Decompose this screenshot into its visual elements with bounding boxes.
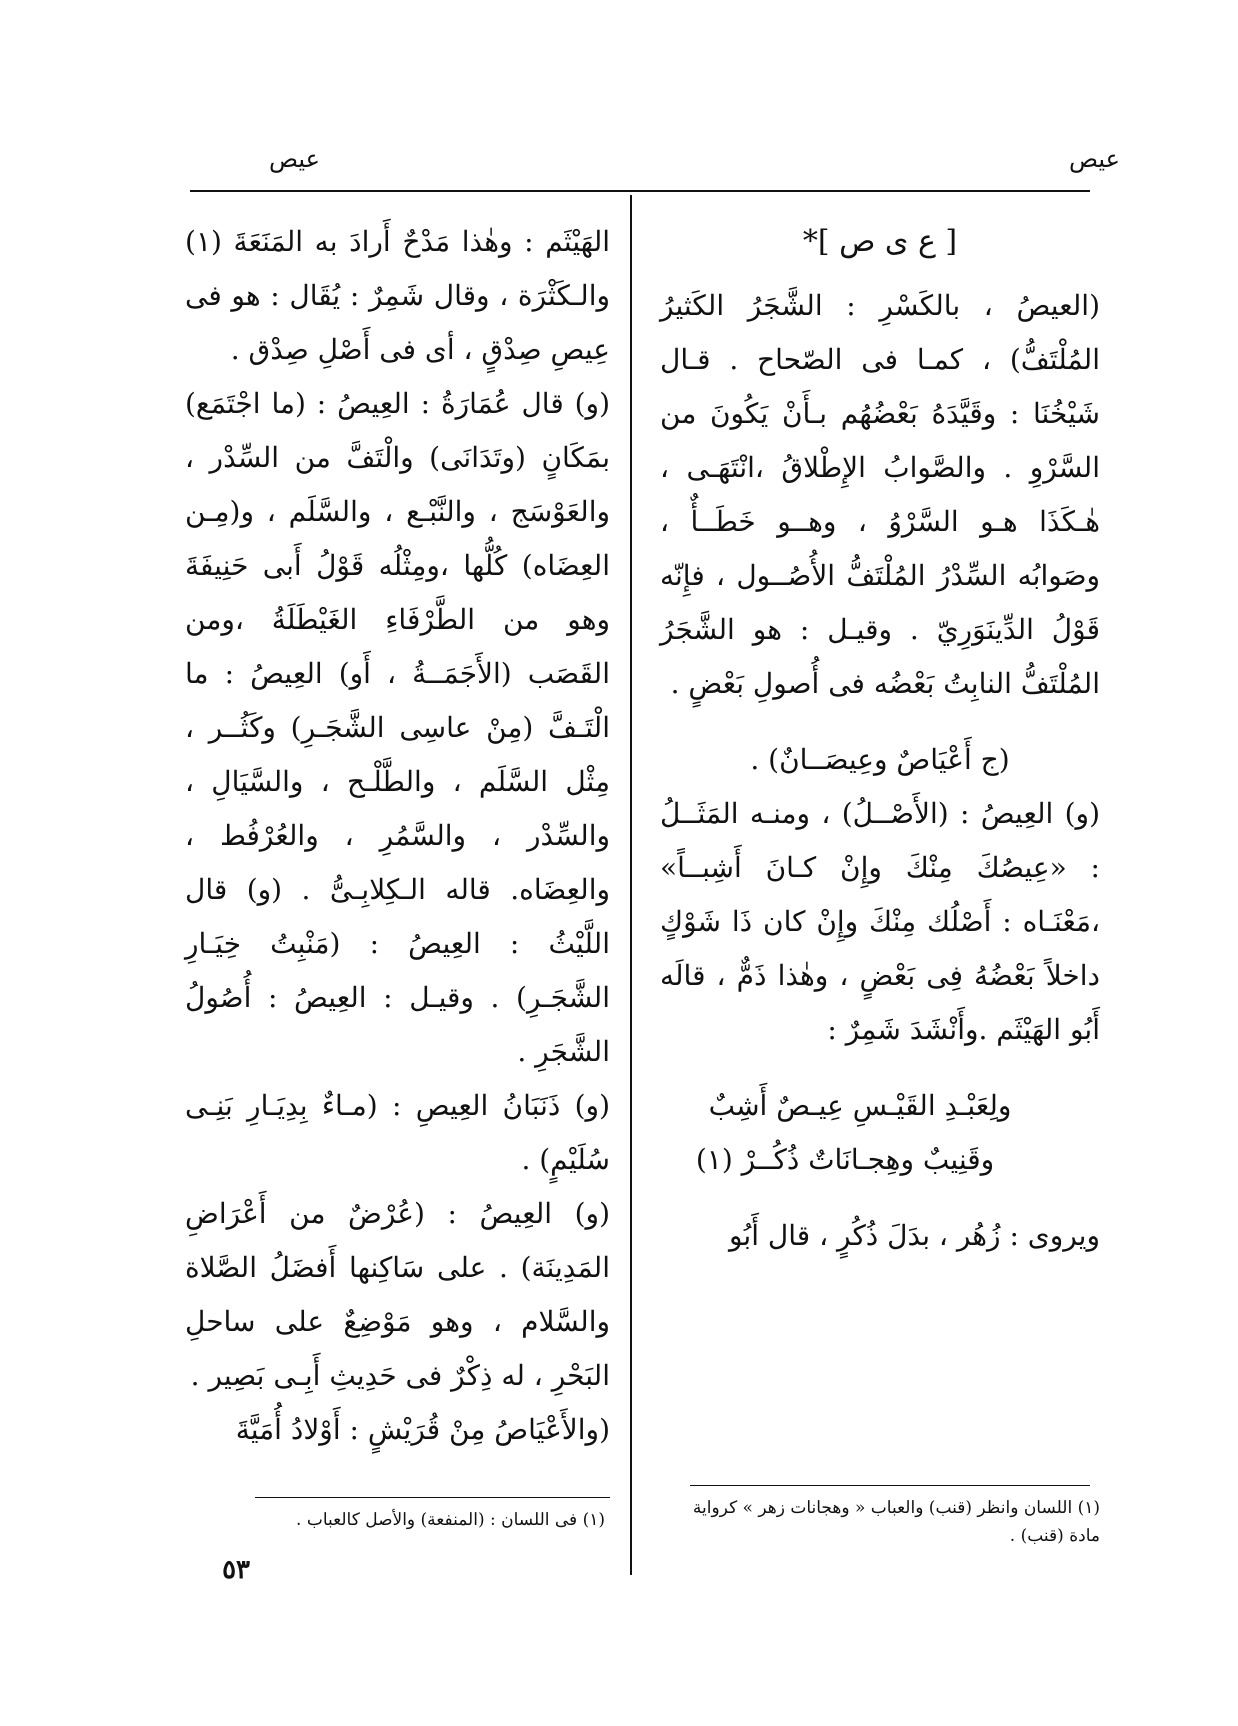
footnote-left: (١) فى اللسان : (المنفعة) والأصل كالعباب . <box>296 1510 605 1530</box>
left-paragraph-5: (والأَعْيَاصُ مِنْ قُرَيْشٍ : أَوْلادُ أُمَيَّةَ <box>235 1413 610 1446</box>
right-column <box>660 215 1100 1263</box>
column-divider <box>630 195 632 1575</box>
header-rule <box>190 190 1090 192</box>
left-paragraph-4: (و) العِيصُ : (عُرْضٌ من أَعْرَاضِ المَدِينَة) . على سَاكِنها أَفضَلُ الصَّلاة والسَّلام ، وهو مَوْضِعٌ على ساحلِ البَحْرِ ، له ذِكْرٌ فى حَدِيثِ أَبِـى بَصِير . <box>185 1197 610 1392</box>
left-column <box>185 215 610 1457</box>
left-paragraph-3: (و) ذَنَبَانُ العِيصِ : (مـاءٌ بِدِيَـارِ بَنِـى سُلَيْمٍ) . <box>185 1089 610 1176</box>
footnote-right: (١) اللسان وانظر (قنب) والعباب « وهجانات زهر » كرواية مادة (قنب) . <box>692 1498 1100 1546</box>
page-number: ٥٣ <box>222 1555 250 1585</box>
running-head-left: عيص <box>269 145 320 173</box>
plural-line: (ج أَعْيَاصٌ وعِيصَــانٌ) . <box>750 743 1010 776</box>
verse-line-2: وقَنِيبٌ وهِجـانَاتٌ ذُكُــرْ (١) <box>695 1143 995 1176</box>
right-paragraph-1: (العيصُ ، بالكَسْرِ : الشَّجَرُ الكَثيرُ المُلْتَفُّ) ، كمـا فى الصّحاح . قـال شَيْخُنَا : وقَيَّدَهُ بَعْضُهُم بـأَنْ يَكُونَ من السَّرْوِ . والصَّوابُ الإِطْلاقُ ،انْتَهَـى ، هٰـكَذَا هـو السَّرْوُ ، وهــو خَطَــأٌ ، وصَوابُه السِّدْرُ المُلْتَفُّ الأُصُــول ، فإِنّه قَوْلُ الدِّينَوَرِيّ . وقيـل : هو الشَّجَرُ المُلْتَفُّ النابِتُ بَعْضُه فى أُصولِ بَعْضٍ . <box>660 289 1100 700</box>
footnote-rule-right <box>690 1485 1090 1486</box>
entry-heading: [ ع ى ص ]* <box>802 224 958 259</box>
left-paragraph-2: (و) قال عُمَارَةُ : العِيصُ : (ما اجْتَمَع) بمَكَانٍ (وتَدَانَى) والْتَفَّ من السِّدْر ، والعَوْسَج ، والنَّبْـع ، والسَّلَم ، و(مِـن العِضَاه) كُلُّها ،ومِثْلُه قَوْلُ أَبى حَنِيفَةَ وهو من الطَّرْفَاءِ الغَيْطَلَةُ ،ومن القَصَب (الأَجَمَــةُ ، أَو) العِيصُ : ما الْتَـفَّ (مِنْ عاسِى الشَّجَـرِ) وكَثُــر ، مِثْل السَّلَم ، والطَّلْـح ، والسَّيَالِ ، والسِّدْر ، والسَّمُرِ ، والعُرْفُط ، والعِضَاه. قاله الـكِلابِـىُّ . (و) قال اللَّيْثُ : العِيصُ : (مَنْبِتُ خِيَـارِ الشَّجَـرِ) . وقيـل : العِيصُ : أُصُولُ الشَّجَرِ . <box>185 387 610 1068</box>
left-paragraph-1: الهَيْثَم : وهٰذا مَدْحٌ أَرادَ به المَنَعَةَ (١) والـكَثْرَة ، وقال شَمِرٌ : يُقَال : هو فى عِيصِ صِدْقٍ ، أى فى أَصْلِ صِدْق . <box>185 225 610 366</box>
running-head-right: عيص <box>1069 145 1120 173</box>
verse-line-1: ولِعَبْـدِ القَيْـسِ عِيـصٌ أَشِبٌ <box>708 1089 1012 1122</box>
footnote-rule-left <box>255 1497 610 1498</box>
right-paragraph-2: (و) العِيصُ : (الأَصْــلُ) ، ومنـه المَثَــلُ : «عِيصُكَ مِنْكَ وإِنْ كـانَ أَشِبــاً» ،مَعْنَـاه : أَصْلُك مِنْكَ وإِنْ كان ذَا شَوْكٍ داخلاً بَعْضُهُ فِى بَعْضٍ ، وهٰذا ذَمٌّ ، قالَه أَبُو الهَيْثَم .وأَنْشَدَ شَمِرٌ : <box>660 797 1100 1046</box>
right-paragraph-3: ويروى : زُهُر ، بدَلَ ذُكُرٍ ، قال أَبُو <box>728 1219 1100 1252</box>
